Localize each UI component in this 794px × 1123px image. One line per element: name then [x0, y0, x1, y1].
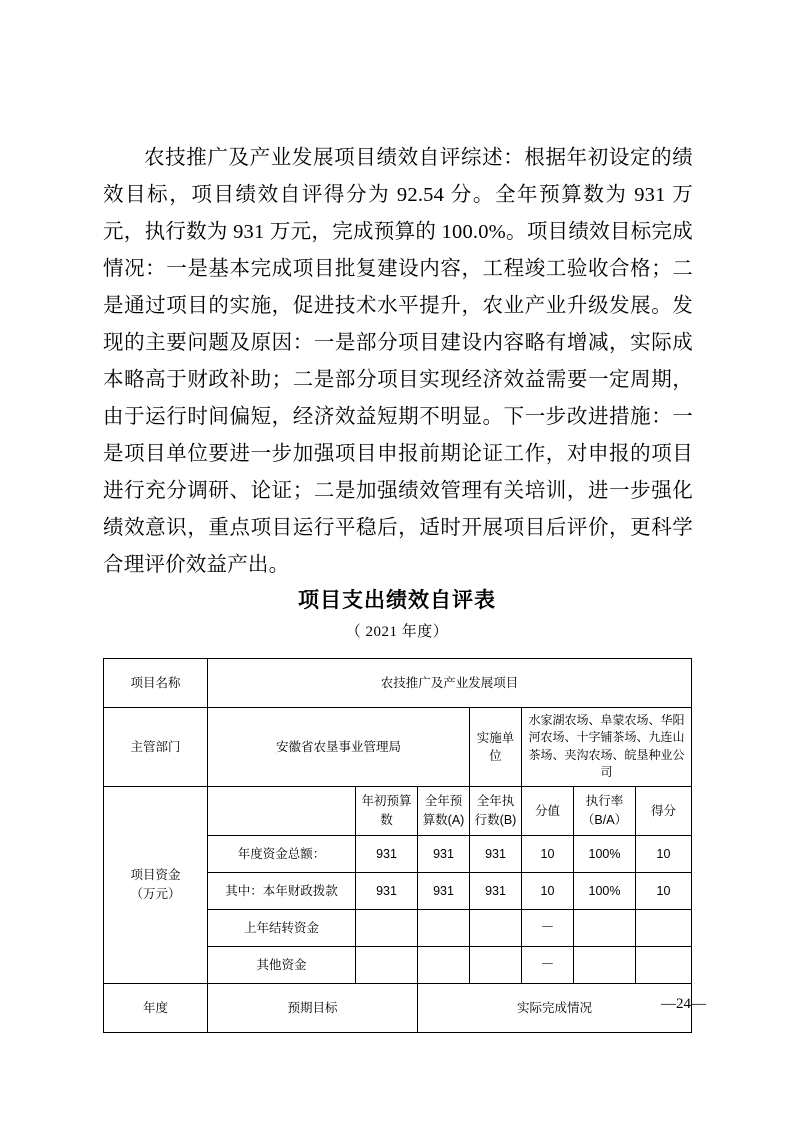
page-subtitle: （ 2021 年度）: [345, 624, 449, 640]
cell-other-exec-rate: [574, 946, 636, 983]
cell-other-begin-budget: [356, 946, 418, 983]
cell-fiscal-year-exec: 931: [470, 872, 522, 909]
cell-fund-row-header-blank: [208, 786, 356, 835]
table-row-project-name: [104, 659, 692, 708]
cell-fiscal-score: 10: [636, 872, 692, 909]
cell-carryover-score-value: －: [522, 909, 574, 946]
summary-paragraph: [103, 140, 693, 584]
col-header-score-value: 分值: [522, 786, 574, 835]
funds-label-line2: （万元）: [130, 886, 181, 901]
col-header-year-budget: 全年预算数(A): [418, 786, 470, 835]
cell-total-exec-rate: 100%: [574, 835, 636, 872]
cell-carryover-score: [636, 909, 692, 946]
cell-implementing-unit-value: 水家湖农场、阜蒙农场、华阳河农场、十字铺茶场、九连山茶场、夹沟农场、皖垦种业公司: [522, 708, 692, 787]
cell-fiscal-exec-rate: 100%: [574, 872, 636, 909]
cell-carryover-year-exec: [470, 909, 522, 946]
cell-total-begin-budget: 931: [356, 835, 418, 872]
col-header-year-exec: 全年执行数(B): [470, 786, 522, 835]
cell-other-score-value: －: [522, 946, 574, 983]
cell-carryover-begin-budget: [356, 909, 418, 946]
cell-project-name-value: 农技推广及产业发展项目: [208, 659, 692, 708]
col-header-score: 得分: [636, 786, 692, 835]
cell-total-score-value: 10: [522, 835, 574, 872]
performance-self-evaluation-table: [103, 658, 692, 1033]
cell-total-score: 10: [636, 835, 692, 872]
table-row-fund-headers: [104, 786, 692, 835]
cell-row-label-total: 年度资金总额：: [208, 835, 356, 872]
cell-funds-label: [104, 786, 208, 983]
cell-other-score: [636, 946, 692, 983]
page-number: —24—: [661, 996, 706, 1012]
col-header-exec-rate: 执行率（B/A）: [574, 786, 636, 835]
cell-fiscal-year-budget: 931: [418, 872, 470, 909]
cell-fiscal-score-value: 10: [522, 872, 574, 909]
cell-other-year-exec: [470, 946, 522, 983]
cell-total-year-exec: 931: [470, 835, 522, 872]
table-row-department: [104, 708, 692, 787]
cell-expected-goal-label: 预期目标: [208, 983, 418, 1032]
funds-label-line1: 项目资金: [130, 868, 181, 883]
cell-implementing-unit-label: 实施单位: [470, 708, 522, 787]
cell-project-name-label: 项目名称: [104, 659, 208, 708]
cell-fiscal-begin-budget: 931: [356, 872, 418, 909]
cell-carryover-exec-rate: [574, 909, 636, 946]
col-header-begin-budget: 年初预算数: [356, 786, 418, 835]
cell-year-label: 年度: [104, 983, 208, 1032]
cell-actual-completion-label: 实际完成情况: [418, 983, 692, 1032]
cell-department-value: 安徽省农垦事业管理局: [208, 708, 470, 787]
cell-carryover-year-budget: [418, 909, 470, 946]
cell-department-label: 主管部门: [104, 708, 208, 787]
summary-paragraph-text: 农技推广及产业发展项目绩效自评综述：根据年初设定的绩效目标，项目绩效自评得分为 92.54 分。全年预算数为 931 万元，执行数为 931 万元，完成预算的 100.0%。项目绩效目标完成情况：一是基本完成项目批复建设内容，工程竣工验收合格；二是通过项目的实施，促进技术水平提升，农业产业升级发展。发现的主要问题及原因：一是部分项目建设内容略有增减，实际成本略高于财政补助；二是部分项目实现经济效益需要一定周期，由于运行时间偏短，经济效益短期不明显。下一步改进措施：一是项目单位要进一步加强项目申报前期论证工作，对申报的项目进行充分调研、论证；二是加强绩效管理有关培训，进一步强化绩效意识，重点项目运行平稳后，适时开展项目后评价，更科学合理评价效益产出。: [103, 147, 693, 576]
cell-row-label-carryover: 上年结转资金: [208, 909, 356, 946]
cell-row-label-other: 其他资金: [208, 946, 356, 983]
cell-row-label-fiscal: 其中：本年财政拨款: [208, 872, 356, 909]
cell-total-year-budget: 931: [418, 835, 470, 872]
cell-other-year-budget: [418, 946, 470, 983]
page-title: 项目支出绩效自评表: [298, 589, 496, 612]
